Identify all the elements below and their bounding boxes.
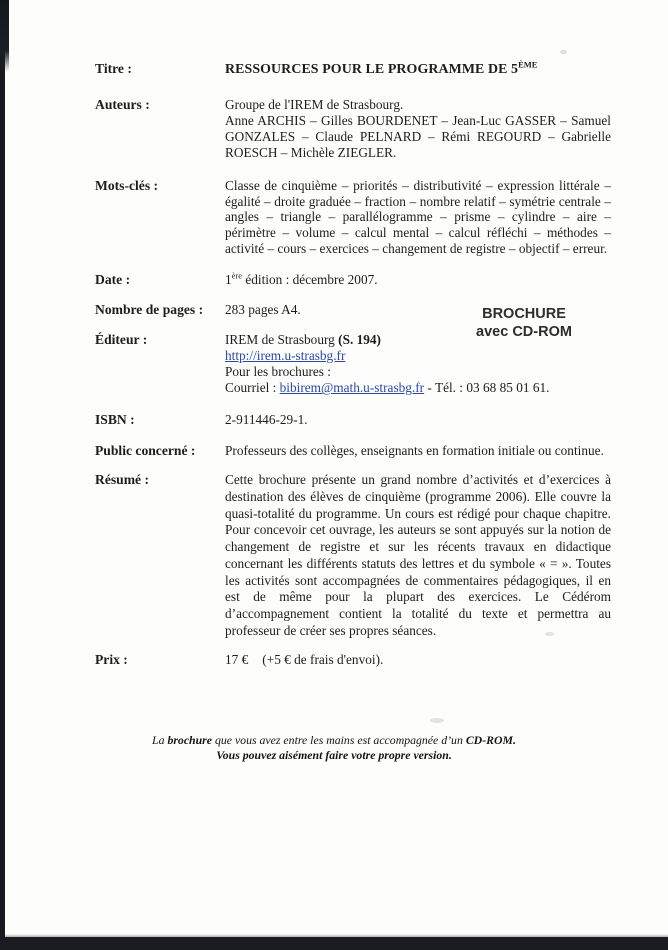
date-edition-number: 1 xyxy=(225,271,232,287)
isbn-label: ISBN : xyxy=(95,412,135,428)
footer-line1-mid: que vous avez entre les mains est accompagnée d’un xyxy=(212,733,466,747)
footer-line1-pre: La xyxy=(152,733,168,747)
date-value xyxy=(225,272,611,288)
prix-value xyxy=(225,652,611,668)
public-label: Public concerné : xyxy=(95,443,196,459)
editeur-phone: - Tél. : 03 68 85 01 61. xyxy=(424,380,550,396)
field-row-date xyxy=(95,272,611,288)
editeur-website-link[interactable]: http://irem.u-strasbg.fr xyxy=(225,347,346,363)
scan-edge-left xyxy=(0,0,5,950)
editeur-brochures-line: Pour les brochures : xyxy=(225,363,331,379)
date-edition-rest: édition : décembre 2007. xyxy=(242,271,378,287)
field-row-mots-cles xyxy=(95,178,611,257)
badge-line2: avec CD-ROM xyxy=(476,323,572,340)
editeur-email-link[interactable]: bibirem@math.u-strasbg.fr xyxy=(279,380,425,396)
isbn-value: 2-911446-29-1. xyxy=(225,412,308,428)
public-value: Professeurs des collèges, enseignants en formation initiale ou continue. xyxy=(225,443,604,459)
prix-note: (+5 € de frais d'envoi). xyxy=(262,652,384,668)
scan-edge-corner xyxy=(0,0,9,72)
prix-amount: 17 € xyxy=(225,652,249,668)
titre-label: Titre : xyxy=(95,61,132,76)
auteurs-label: Auteurs : xyxy=(95,97,150,112)
editeur-website-line xyxy=(225,348,611,364)
date-edition-ordinal: ère xyxy=(231,270,243,281)
editeur-label: Éditeur : xyxy=(95,331,148,347)
scan-edge-bottom xyxy=(0,937,668,950)
footer-line1-brochure: brochure xyxy=(167,733,213,747)
auteurs-names: Anne ARCHIS – Gilles BOURDENET – Jean-Luc GASSER – Samuel GONZALES – Claude PELNARD – Rémi REGOURD – Gabrielle ROESCH – Michèle ZIEGLER. xyxy=(225,113,611,160)
field-row-editeur xyxy=(95,332,611,397)
mots-cles-label: Mots-clés : xyxy=(95,178,159,193)
resume-value: Cette brochure présente un grand nombre d’activités et d’exercices à destination des élèves de cinquième (programme 2006). Elle couvre la quasi-totalité du programme. Un cours est rédigé pour chaque chapitre. Pour concevoir cet ouvrage, les auteurs se sont appuyés sur la notion de changement de registre et sur les récents travaux en didactique concernant les différents statuts des lettres et du symbole « = ». Toutes les activités sont accompagnées de commentaires pédagogiques, il en est de même pour la plupart des exercices. Le Cédérom d’accompagnement contient la totalité du texte et permettra au professeur de créer ses propres séances. xyxy=(225,472,611,638)
field-row-prix xyxy=(95,652,611,668)
badge-line1: BROCHURE xyxy=(482,306,566,322)
resume-label: Résumé : xyxy=(95,472,149,488)
field-row-titre xyxy=(95,61,611,78)
mots-cles-value: Classe de cinquième – priorités – distributivité – expression littérale – égalité – droite graduée – fraction – nombre relatif – symétrie centrale – angles – triangle – parallélogramme – prisme – cylindre – aire – périmètre – volume – calcul mental – calcul réfléchi – méthodes – activité – cours – exercices – changement de registre – objectif – erreur. xyxy=(225,178,611,256)
editeur-courriel-prefix: Courriel : xyxy=(225,380,280,396)
field-row-isbn xyxy=(95,412,611,428)
pages-label: Nombre de pages : xyxy=(95,301,204,317)
titre-value xyxy=(225,61,611,78)
footer-line1 xyxy=(0,733,668,748)
scan-speck xyxy=(560,50,567,54)
footer-line2: Vous pouvez aisément faire votre propre version. xyxy=(216,748,452,762)
date-label: Date : xyxy=(95,271,131,287)
auteurs-group: Groupe de l'IREM de Strasbourg. xyxy=(225,97,404,112)
document-title-superscript: ÈME xyxy=(518,59,538,70)
footer-note xyxy=(0,733,668,763)
editeur-code: (S. 194) xyxy=(338,331,381,347)
scan-speck xyxy=(430,718,444,723)
footer-line1-cdrom: CD-ROM. xyxy=(465,733,516,747)
editeur-value xyxy=(225,332,611,397)
field-row-resume xyxy=(95,472,611,639)
pages-value: 283 pages A4. xyxy=(225,301,301,317)
prix-label: Prix : xyxy=(95,652,128,668)
editeur-contact-line xyxy=(225,380,611,396)
document-title: RESSOURCES POUR LE PROGRAMME DE 5 xyxy=(225,62,519,77)
brochure-cdrom-badge xyxy=(448,306,600,341)
record-fields xyxy=(95,61,611,668)
editeur-name: IREM de Strasbourg xyxy=(225,331,339,347)
auteurs-value xyxy=(225,97,611,161)
field-row-public xyxy=(95,443,611,459)
field-row-auteurs xyxy=(95,97,611,161)
